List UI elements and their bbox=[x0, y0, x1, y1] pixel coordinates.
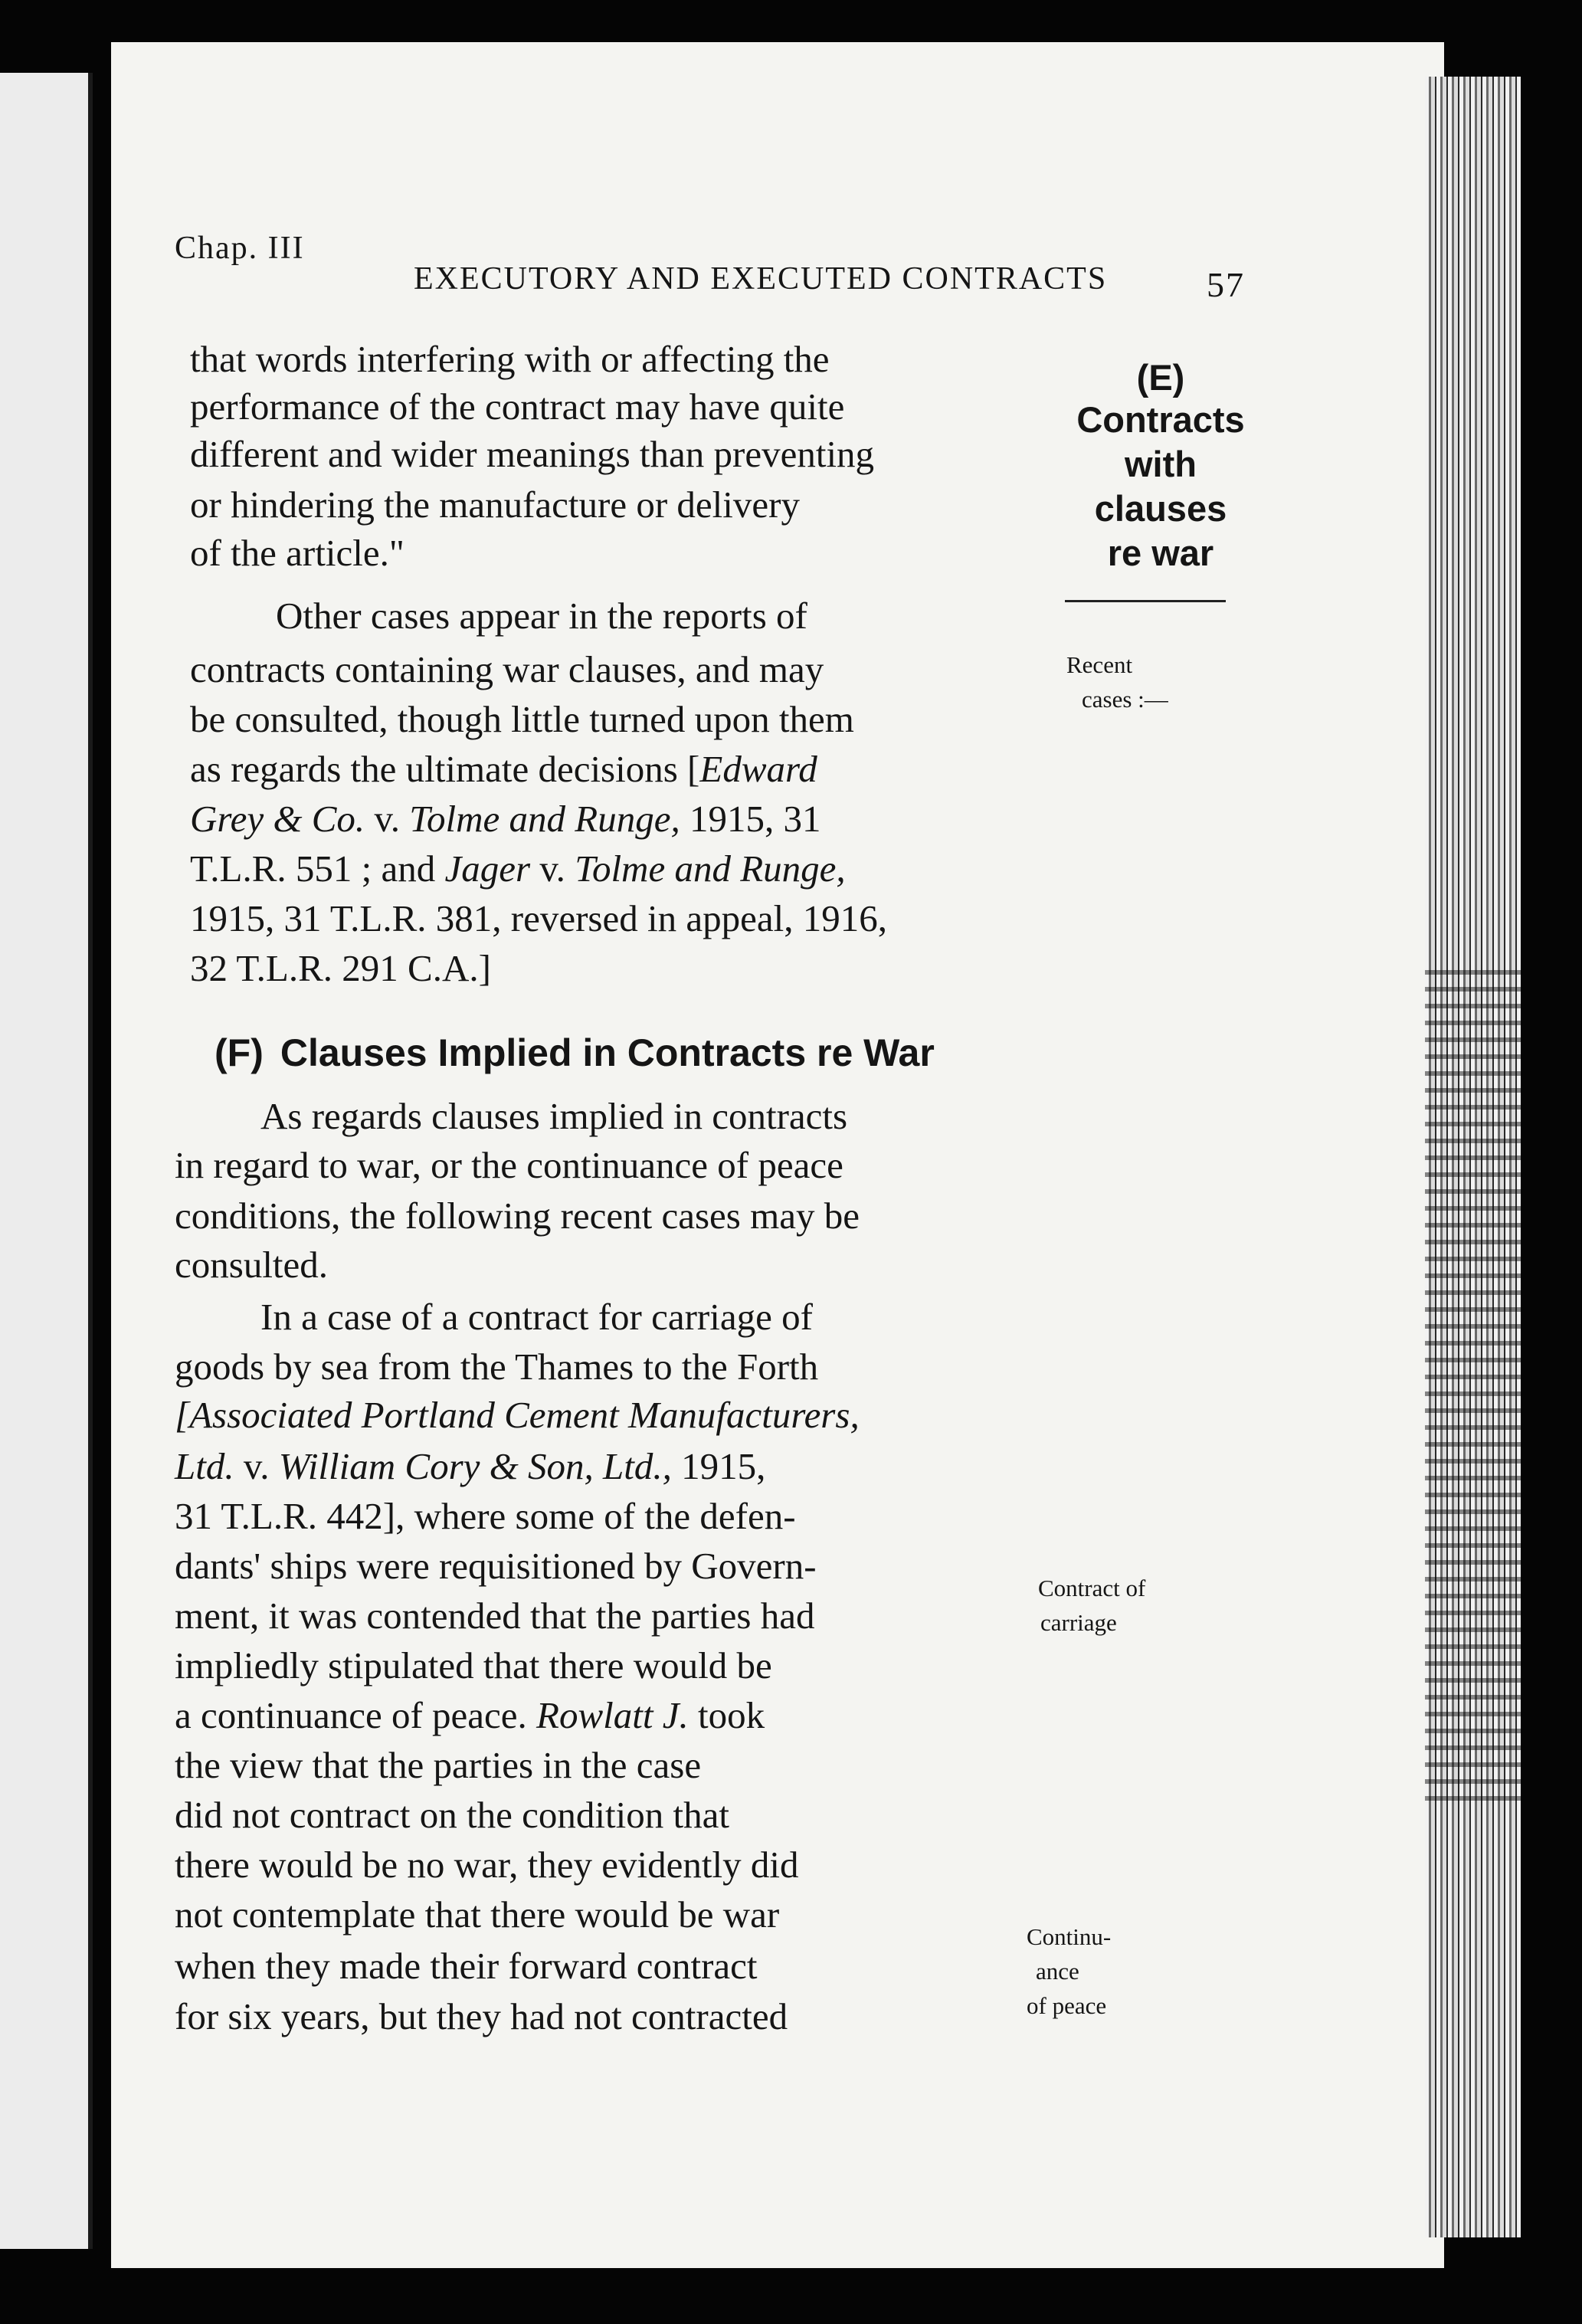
text-line: or hindering the manufacture or delivery bbox=[190, 483, 800, 526]
section-heading: (F) Clauses Implied in Contracts re War bbox=[215, 1031, 935, 1074]
text-line: Grey & Co. v. Tolme and Runge, 1915, 31 bbox=[190, 798, 821, 840]
text-line: impliedly stipulated that there would be bbox=[175, 1644, 772, 1686]
sidenote-carriage-line: carriage bbox=[1040, 1609, 1117, 1636]
text-line: goods by sea from the Thames to the Forth bbox=[175, 1346, 819, 1388]
text-line: conditions, the following recent cases may be bbox=[175, 1195, 860, 1237]
text-line: Other cases appear in the reports of bbox=[276, 595, 807, 637]
text-line: did not contract on the condition that bbox=[175, 1794, 729, 1836]
sidenote-e-line: re war bbox=[1107, 533, 1214, 573]
page-fore-edge bbox=[1425, 77, 1521, 2237]
text-line: Ltd. v. William Cory & Son, Ltd., 1915, bbox=[175, 1445, 766, 1487]
text-line: [Associated Portland Cement Manufacturers, bbox=[175, 1394, 860, 1436]
text-line: In a case of a contract for carriage of bbox=[260, 1296, 813, 1338]
text-line: for six years, but they had not contracted bbox=[175, 1995, 788, 2037]
text-line: ment, it was contended that the parties had bbox=[175, 1595, 815, 1637]
running-title: EXECUTORY AND EXECUTED CONTRACTS bbox=[414, 261, 1108, 297]
facing-page-edge bbox=[0, 73, 93, 2249]
sidenote-e-line: clauses bbox=[1094, 488, 1227, 529]
sidenote-e-letter: (E) bbox=[1136, 357, 1185, 398]
page-number: 57 bbox=[1207, 265, 1245, 304]
sidenote-recent-line: cases :— bbox=[1082, 686, 1168, 713]
sidenote-peace-line: ance bbox=[1036, 1958, 1079, 1985]
text-line: consulted. bbox=[175, 1244, 329, 1286]
text-line: a continuance of peace. Rowlatt J. took bbox=[175, 1694, 765, 1736]
sidenote-e-line: with bbox=[1125, 444, 1197, 484]
text-line: in regard to war, or the continuance of peace bbox=[175, 1144, 843, 1186]
text-line: when they made their forward contract bbox=[175, 1945, 758, 1987]
text-line: not contemplate that there would be war bbox=[175, 1893, 780, 1936]
sidenote-recent-line: Recent bbox=[1066, 651, 1133, 678]
text-line: of the article." bbox=[190, 532, 405, 574]
text-line: that words interfering with or affecting the bbox=[190, 338, 830, 380]
text-line: T.L.R. 551 ; and Jager v. Tolme and Runge, bbox=[190, 847, 846, 890]
text-line: be consulted, though little turned upon them bbox=[190, 698, 854, 740]
text-line: performance of the contract may have quite bbox=[190, 385, 845, 428]
text-line: dants' ships were requisitioned by Govern- bbox=[175, 1545, 817, 1587]
chapter-label: Chap. III bbox=[175, 231, 305, 266]
text-line: 1915, 31 T.L.R. 381, reversed in appeal, 1916, bbox=[190, 897, 887, 939]
sidenote-peace-line: Continu- bbox=[1027, 1923, 1112, 1950]
sidenote-carriage-line: Contract of bbox=[1038, 1575, 1146, 1601]
text-line: different and wider meanings than preventing bbox=[190, 433, 875, 475]
sidenote-peace-line: of peace bbox=[1027, 1992, 1107, 2019]
text-line: as regards the ultimate decisions [Edward bbox=[190, 748, 817, 790]
text-line: contracts containing war clauses, and may bbox=[190, 648, 824, 690]
sidenote-divider bbox=[1065, 600, 1226, 602]
text-line: As regards clauses implied in contracts bbox=[260, 1095, 848, 1137]
text-line: there would be no war, they evidently did bbox=[175, 1844, 799, 1886]
sidenote-e-line: Contracts bbox=[1076, 399, 1245, 440]
text-line: 31 T.L.R. 442], where some of the defen- bbox=[175, 1495, 796, 1537]
text-line: the view that the parties in the case bbox=[175, 1744, 702, 1786]
text-line: 32 T.L.R. 291 C.A.] bbox=[190, 947, 491, 989]
